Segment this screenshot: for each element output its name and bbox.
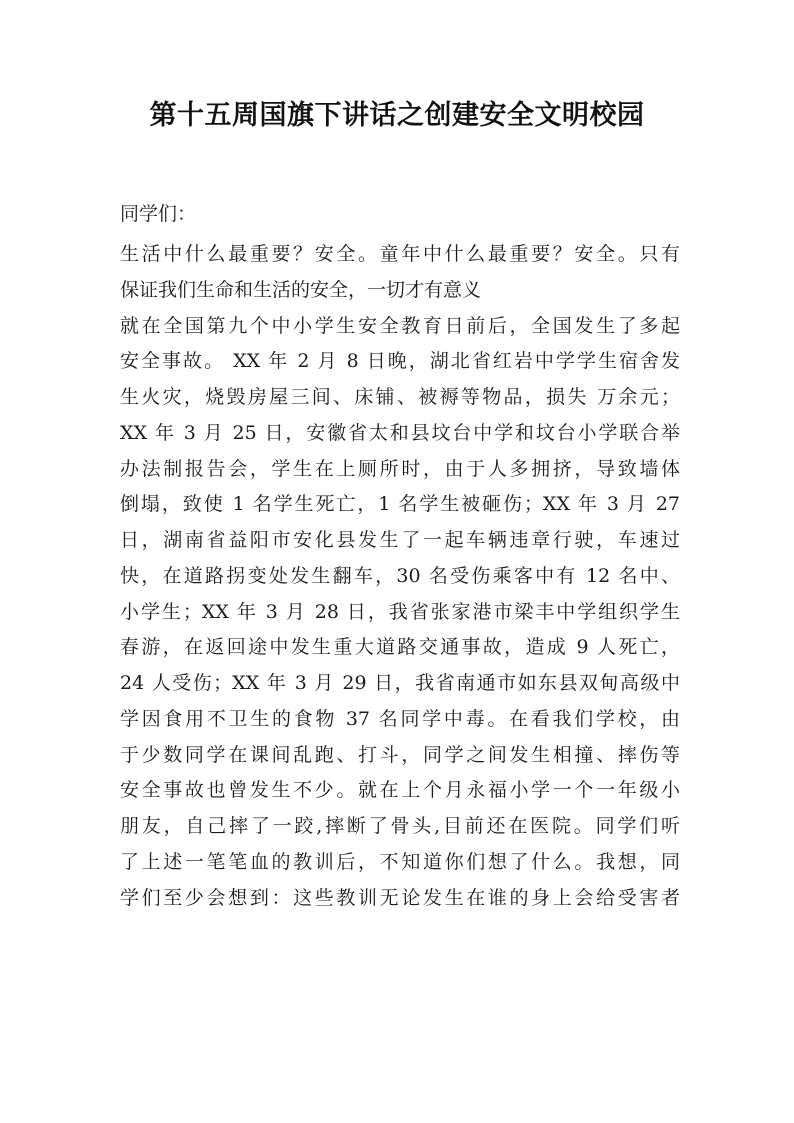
text-line: 学因食用不卫生的食物 37 名同学中毒。在看我们学校，由 bbox=[120, 707, 680, 730]
text-line: 就在全国第九个中小学生安全教育日前后，全国发生了多起 bbox=[120, 314, 680, 337]
text-line: 了上述一笔笔血的教训后，不知道你们想了什么。我想，同 bbox=[120, 850, 680, 873]
text-line: 办法制报告会，学生在上厕所时，由于人多拥挤，导致墙体 bbox=[120, 457, 680, 480]
text-line: 保证我们生命和生活的安全，一切才有意义 bbox=[120, 278, 482, 301]
document-title: 第十五周国旗下讲话之创建安全文明校园 bbox=[149, 100, 645, 131]
text-line: 安全事故也曾发生不少。就在上个月永福小学一个一年级小 bbox=[120, 779, 680, 802]
text-line: XX 年 3 月 25 日，安徽省太和县坟台中学和坟台小学联合举 bbox=[120, 421, 680, 444]
body-paragraphs bbox=[120, 242, 680, 921]
text-line: 快，在道路拐变处发生翻车，30 名受伤乘客中有 12 名中、 bbox=[120, 564, 680, 587]
text-line: 小学生；XX 年 3 月 28 日，我省张家港市梁丰中学组织学生 bbox=[120, 600, 680, 623]
text-line: 日，湖南省益阳市安化县发生了一起车辆违章行驶，车速过 bbox=[120, 529, 680, 551]
text-line: 春游，在返回途中发生重大道路交通事故，造成 9 人死亡， bbox=[120, 636, 680, 659]
text-line: 倒塌，致使 1 名学生死亡，1 名学生被砸伤；XX 年 3 月 27 bbox=[120, 493, 680, 516]
text-line: 生火灾，烧毁房屋三间、床铺、被褥等物品，损失 万余元； bbox=[120, 386, 680, 408]
text-line: 安全事故。 XX 年 2 月 8 日晚，湖北省红岩中学学生宿舍发 bbox=[120, 350, 680, 373]
text-line: 于少数同学在课间乱跑、打斗，同学之间发生相撞、摔伤等 bbox=[120, 743, 680, 766]
text-line: 24 人受伤；XX 年 3 月 29 日，我省南通市如东县双甸高级中 bbox=[120, 672, 680, 694]
greeting: 同学们： bbox=[120, 203, 197, 225]
text-line: 学们至少会想到：这些教训无论发生在谁的身上会给受害者 bbox=[120, 886, 680, 909]
text-line: 生活中什么最重要？安全。童年中什么最重要？安全。只有 bbox=[120, 243, 680, 265]
text-line: 朋友，自己摔了一跤,摔断了骨头,目前还在医院。同学们听 bbox=[120, 815, 680, 837]
